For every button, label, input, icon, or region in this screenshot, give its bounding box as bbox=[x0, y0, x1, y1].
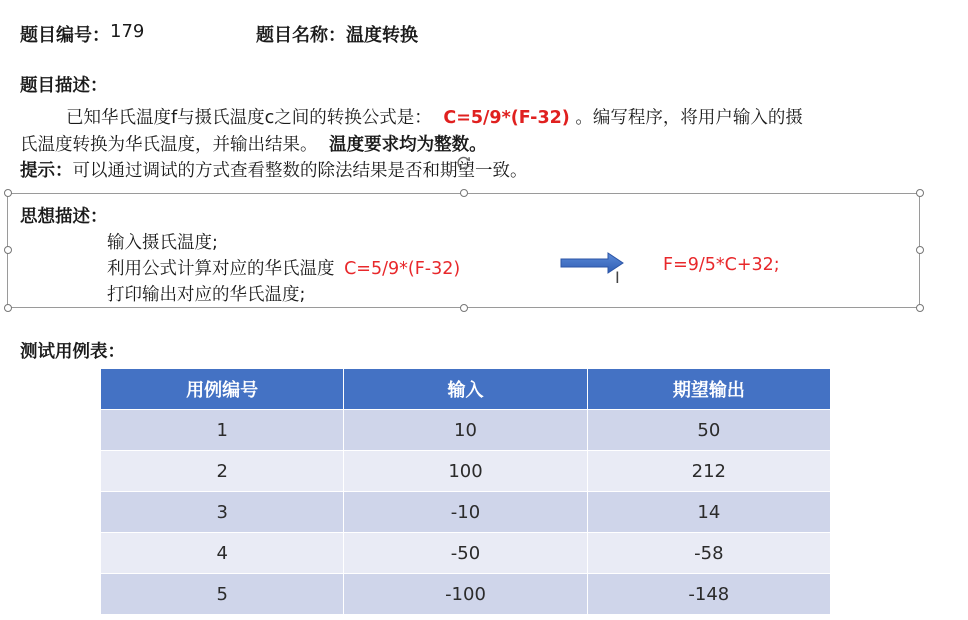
test-case-table bbox=[100, 368, 831, 615]
resize-handle-bottom-right[interactable] bbox=[916, 304, 924, 312]
table-row bbox=[101, 492, 831, 533]
cell-case-id: 4 bbox=[101, 533, 344, 574]
test-table-heading: 测试用例表： bbox=[20, 342, 125, 362]
table-row bbox=[101, 533, 831, 574]
thinking-step-2-text: 利用公式计算对应的华氏温度 bbox=[107, 259, 335, 279]
hint-line bbox=[20, 157, 528, 182]
thinking-step-3: 打印输出对应的华氏温度; bbox=[107, 285, 306, 305]
problem-number-value: 179 bbox=[110, 21, 145, 42]
cell-expected: 212 bbox=[587, 451, 830, 492]
cell-expected: -58 bbox=[587, 533, 830, 574]
cell-expected: 50 bbox=[587, 410, 830, 451]
description-text-cont: 。编写程序，将用户输入的摄 bbox=[575, 108, 803, 128]
cell-expected: -148 bbox=[587, 574, 830, 615]
table-row bbox=[101, 574, 831, 615]
table-row bbox=[101, 410, 831, 451]
cell-input: -10 bbox=[344, 492, 587, 533]
column-header-expected-output: 期望输出 bbox=[587, 369, 830, 410]
resize-handle-top-left[interactable] bbox=[4, 189, 12, 197]
hint-label: 提示： bbox=[20, 161, 73, 181]
thinking-formula: C=5/9*(F-32) bbox=[344, 259, 461, 279]
cell-input: -50 bbox=[344, 533, 587, 574]
cell-case-id: 2 bbox=[101, 451, 344, 492]
description-line-1 bbox=[66, 104, 803, 129]
description-line-2 bbox=[20, 131, 487, 156]
text-cursor-icon: I bbox=[615, 268, 620, 287]
problem-number-label: 题目编号： bbox=[20, 25, 110, 46]
problem-name-value: 温度转换 bbox=[346, 25, 418, 46]
rotate-handle-icon[interactable] bbox=[456, 155, 472, 171]
resize-handle-bottom-left[interactable] bbox=[4, 304, 12, 312]
resize-handle-right[interactable] bbox=[916, 246, 924, 254]
cell-input: 10 bbox=[344, 410, 587, 451]
cell-input: -100 bbox=[344, 574, 587, 615]
cell-input: 100 bbox=[344, 451, 587, 492]
thinking-heading: 思想描述： bbox=[20, 207, 108, 227]
thinking-result-formula: F=9/5*C+32; bbox=[663, 255, 780, 275]
thinking-step-1: 输入摄氏温度; bbox=[107, 233, 218, 253]
table-header-row bbox=[101, 369, 831, 410]
column-header-input: 输入 bbox=[344, 369, 587, 410]
cell-case-id: 5 bbox=[101, 574, 344, 615]
integer-requirement: 温度要求均为整数。 bbox=[329, 135, 487, 155]
description-text: 已知华氏温度f与摄氏温度c之间的转换公式是： bbox=[66, 108, 432, 128]
hint-text: 可以通过调试的方式查看整数的除法结果是否和期望一致。 bbox=[72, 161, 528, 181]
conversion-formula: C=5/9*(F-32) bbox=[443, 108, 570, 128]
thinking-step-2 bbox=[107, 255, 460, 280]
resize-handle-bottom[interactable] bbox=[460, 304, 468, 312]
resize-handle-top[interactable] bbox=[460, 189, 468, 197]
problem-name-label: 题目名称： bbox=[256, 25, 346, 46]
description-heading: 题目描述： bbox=[20, 76, 108, 96]
description-text-line2: 氏温度转换为华氏温度，并输出结果。 bbox=[20, 135, 318, 155]
cell-case-id: 1 bbox=[101, 410, 344, 451]
resize-handle-left[interactable] bbox=[4, 246, 12, 254]
column-header-case-id: 用例编号 bbox=[101, 369, 344, 410]
resize-handle-top-right[interactable] bbox=[916, 189, 924, 197]
cell-expected: 14 bbox=[587, 492, 830, 533]
table-row bbox=[101, 451, 831, 492]
cell-case-id: 3 bbox=[101, 492, 344, 533]
